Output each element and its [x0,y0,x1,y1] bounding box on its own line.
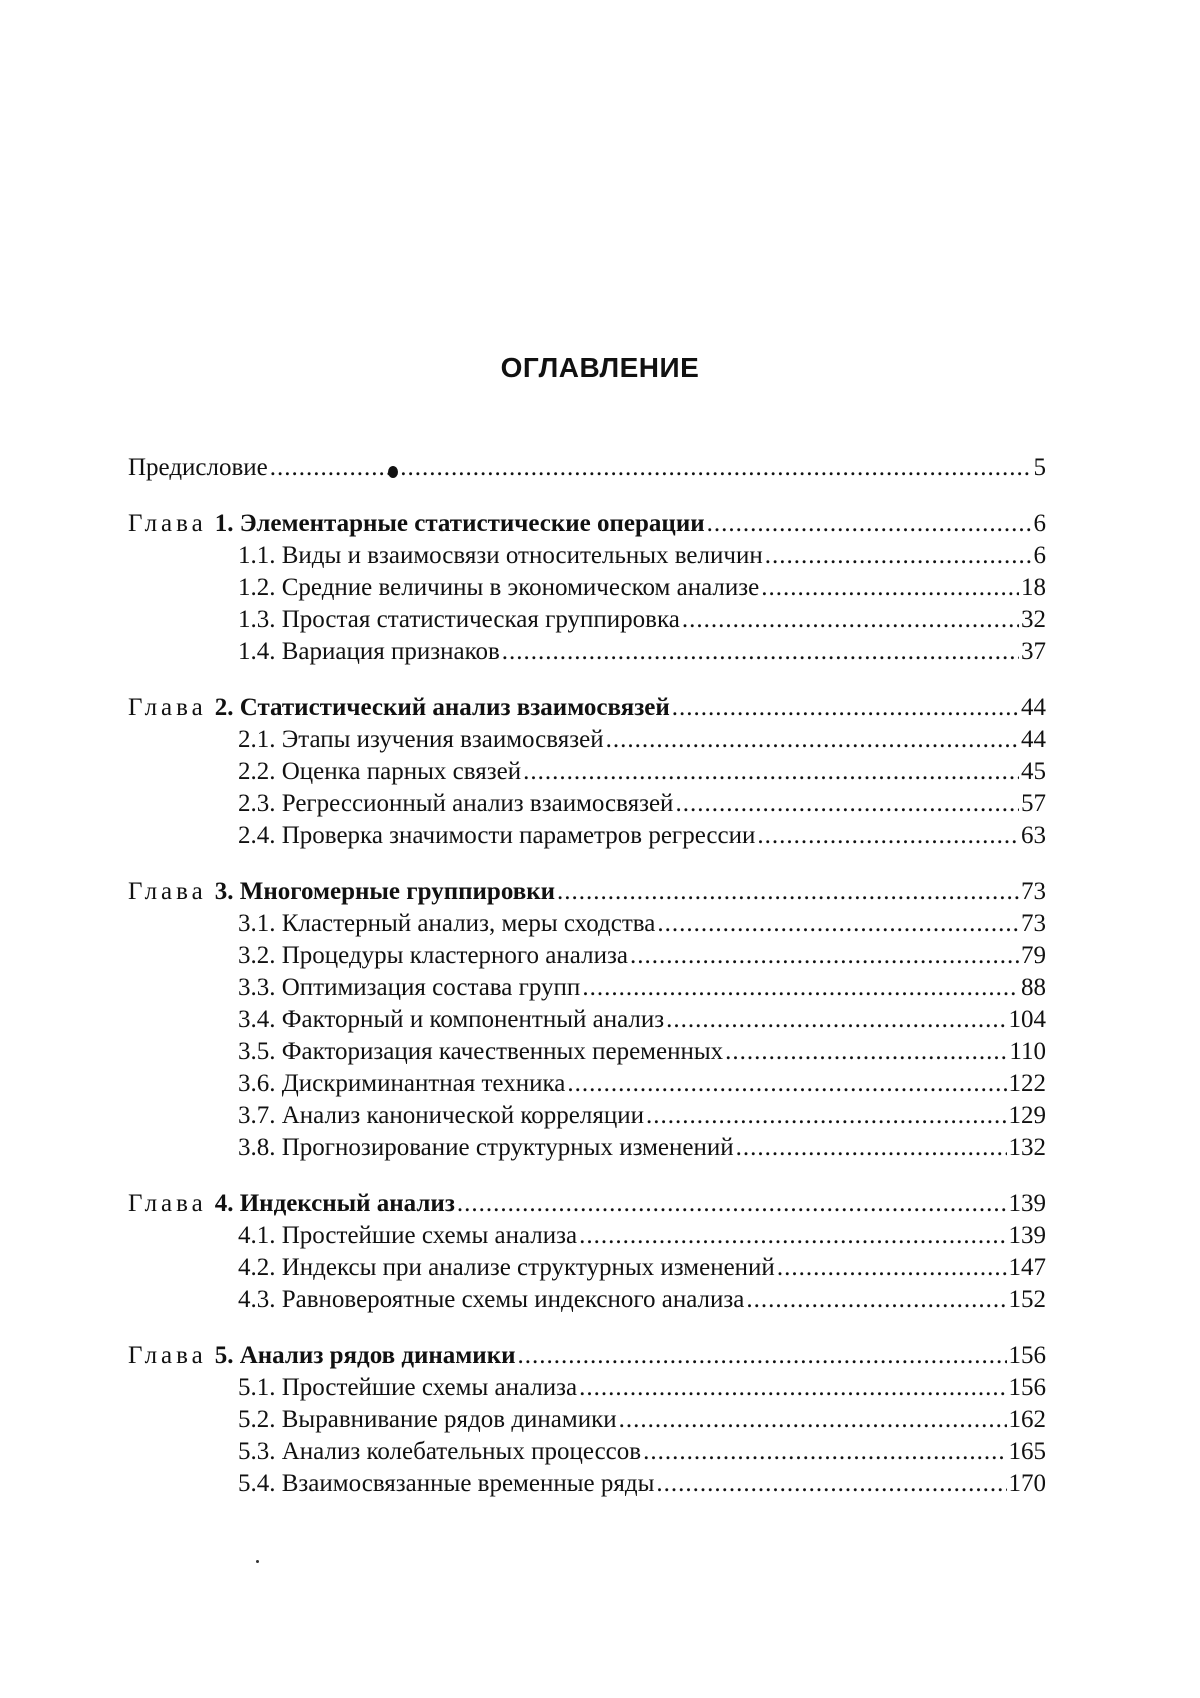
chapter-label: Глава [128,878,207,905]
toc-section-title: 4.2. Индексы при анализе структурных изменений [238,1254,775,1281]
toc-section-4-1[interactable] [128,1220,1046,1252]
toc-page-number: 6 [1033,542,1046,569]
dot-leader [619,1404,1007,1436]
toc-section-title: 2.1. Этапы изучения взаимосвязей [238,726,604,753]
toc-section-title: 5.4. Взаимосвязанные временные ряды [238,1470,655,1497]
toc-page-number: 5 [1033,454,1046,481]
toc-page-number: 156 [1008,1374,1046,1401]
toc-chapter-2[interactable] [128,692,1046,724]
page-title: ОГЛАВЛЕНИЕ [500,352,700,383]
toc-section-title: 3.5. Факторизация качественных переменных [238,1038,724,1065]
toc-page-number: 18 [1021,574,1046,601]
toc-section-5-1[interactable] [128,1372,1046,1404]
toc-section-1-3[interactable] [128,604,1046,636]
dot-leader [518,1340,1007,1372]
dot-leader [757,820,1019,852]
toc-page-number: 37 [1021,638,1046,665]
toc-section-title: 3.7. Анализ канонической корреляции [238,1102,644,1129]
toc-section-title: 1.1. Виды и взаимосвязи относительных величин [238,542,763,569]
toc-page-number: 57 [1021,790,1046,817]
toc-page-number: 139 [1008,1190,1046,1217]
toc-section-4-3[interactable] [128,1284,1046,1316]
dot-leader [682,604,1019,636]
toc-section-2-3[interactable] [128,788,1046,820]
toc-section-3-1[interactable] [128,908,1046,940]
toc-section-title: 3.6. Дискриминантная техника [238,1070,566,1097]
dot-leader [746,1284,1006,1316]
dot-leader [502,636,1019,668]
toc-section-title: 2.4. Проверка значимости параметров регрессии [238,822,756,849]
toc-section-1-2[interactable] [128,572,1046,604]
dot-leader [270,452,1032,484]
toc-section-title: 1.2. Средние величины в экономическом анализе [238,574,760,601]
toc-page-number: 88 [1021,974,1046,1001]
toc-page-number: 32 [1021,606,1046,633]
toc-page-number: 156 [1008,1342,1046,1369]
toc-chapter-title: 3. Многомерные группировки [214,878,556,905]
toc-section-title: 3.4. Факторный и компонентный анализ [238,1006,665,1033]
toc-section-title: 4.1. Простейшие схемы анализа [238,1222,578,1249]
toc-page-number: 139 [1008,1222,1046,1249]
toc-section-2-1[interactable] [128,724,1046,756]
toc-section-3-7[interactable] [128,1100,1046,1132]
toc-page-number: 79 [1021,942,1046,969]
toc-section-3-6[interactable] [128,1068,1046,1100]
toc-section-3-5[interactable] [128,1036,1046,1068]
toc-chapter-4[interactable] [128,1188,1046,1220]
dot-leader [643,1436,1006,1468]
dot-leader [736,1132,1007,1164]
toc-page-number: 44 [1021,726,1046,753]
ink-blot [388,466,398,478]
toc-section-title: 3.1. Кластерный анализ, меры сходства [238,910,656,937]
toc-section-title: 5.3. Анализ колебательных процессов [238,1438,642,1465]
dot-leader [606,724,1019,756]
toc-chapter-title: 5. Анализ рядов динамики [214,1342,516,1369]
dot-leader [630,940,1019,972]
dot-leader [777,1252,1007,1284]
dot-leader [675,788,1019,820]
dot-leader [707,508,1032,540]
toc-section-title: 3.8. Прогнозирование структурных изменений [238,1134,734,1161]
toc-section-title: 3.3. Оптимизация состава групп [238,974,581,1001]
toc-page-number: 73 [1021,910,1046,937]
toc-section-3-3[interactable] [128,972,1046,1004]
toc-page-number: 170 [1008,1470,1046,1497]
dot-leader [725,1036,1007,1068]
chapter-label: Глава [128,1342,207,1369]
toc-section-5-3[interactable] [128,1436,1046,1468]
dot-leader [579,1220,1006,1252]
toc-section-3-4[interactable] [128,1004,1046,1036]
toc-section-1-4[interactable] [128,636,1046,668]
dot-leader [582,972,1019,1004]
scan-speck [256,1560,259,1563]
toc-page-number: 132 [1008,1134,1046,1161]
toc-page-number: 63 [1021,822,1046,849]
toc-section-title: 1.3. Простая статистическая группировка [238,606,680,633]
dot-leader [567,1068,1006,1100]
toc-section-5-2[interactable] [128,1404,1046,1436]
dot-leader [761,572,1019,604]
toc-section-title: 5.1. Простейшие схемы анализа [238,1374,578,1401]
toc-page-number: 104 [1008,1006,1046,1033]
toc-section-2-2[interactable] [128,756,1046,788]
toc-chapter-5[interactable] [128,1340,1046,1372]
toc-entry-title: Предисловие [128,454,268,481]
dot-leader [666,1004,1006,1036]
dot-leader [765,540,1032,572]
toc-chapter-title: 2. Статистический анализ взаимосвязей [214,694,670,721]
toc-section-title: 3.2. Процедуры кластерного анализа [238,942,628,969]
toc-page-number: 165 [1008,1438,1046,1465]
chapter-label: Глава [128,694,207,721]
dot-leader [656,1468,1006,1500]
toc-section-4-2[interactable] [128,1252,1046,1284]
toc-chapter-1[interactable] [128,508,1046,540]
toc-page-number: 129 [1008,1102,1046,1129]
toc-page-number: 147 [1008,1254,1046,1281]
toc-chapter-title: 4. Индексный анализ [214,1190,455,1217]
toc-section-2-4[interactable] [128,820,1046,852]
dot-leader [657,908,1019,940]
toc-chapter-3[interactable] [128,876,1046,908]
toc-page-number: 44 [1021,694,1046,721]
toc-page-number: 152 [1008,1286,1046,1313]
dot-leader [457,1188,1007,1220]
toc-section-3-8[interactable] [128,1132,1046,1164]
toc-page-number: 122 [1008,1070,1046,1097]
toc-page-number: 6 [1033,510,1046,537]
toc-entry-preface[interactable] [128,452,1046,484]
toc-section-3-2[interactable] [128,940,1046,972]
dot-leader [646,1100,1007,1132]
toc-page-number: 45 [1021,758,1046,785]
chapter-label: Глава [128,510,207,537]
toc-page-number: 162 [1008,1406,1046,1433]
toc-section-title: 1.4. Вариация признаков [238,638,500,665]
toc-page-number: 73 [1021,878,1046,905]
toc-chapter-title: 1. Элементарные статистические операции [214,510,705,537]
dot-leader [557,876,1019,908]
chapter-label: Глава [128,1190,207,1217]
toc-section-5-4[interactable] [128,1468,1046,1500]
dot-leader [579,1372,1006,1404]
table-of-contents [128,452,1046,1500]
toc-page-number: 110 [1009,1038,1046,1065]
toc-section-title: 5.2. Выравнивание рядов динамики [238,1406,617,1433]
toc-section-title: 4.3. Равновероятные схемы индексного анализа [238,1286,745,1313]
dot-leader [523,756,1019,788]
dot-leader [672,692,1019,724]
toc-section-title: 2.2. Оценка парных связей [238,758,522,785]
toc-section-1-1[interactable] [128,540,1046,572]
toc-section-title: 2.3. Регрессионный анализ взаимосвязей [238,790,674,817]
